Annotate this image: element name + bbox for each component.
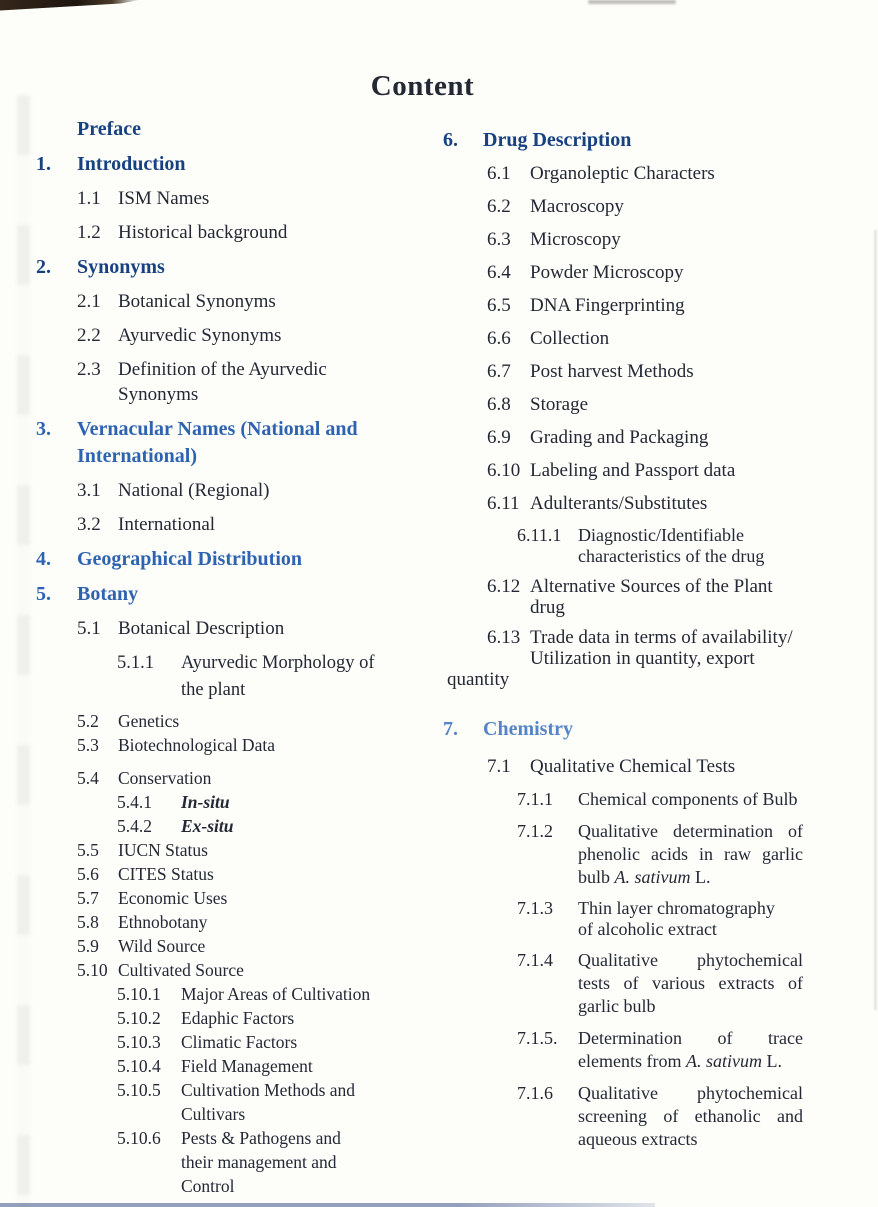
toc-item-text: Conservation	[118, 768, 212, 788]
toc-item-1-1	[36, 186, 440, 211]
toc-item-5-10-3	[36, 1030, 440, 1054]
toc-item-number: 6.7	[487, 361, 511, 382]
toc-item-6-3	[443, 228, 869, 252]
toc-item-6-6	[443, 327, 869, 351]
toc-item-number: 1.	[36, 153, 51, 175]
toc-item-5-5	[36, 838, 440, 862]
toc-item-6-13	[443, 627, 869, 669]
toc-item-number: 5.7	[77, 888, 99, 908]
toc-item-7	[443, 716, 869, 743]
toc-item-number: 6.6	[487, 328, 511, 349]
toc-item-text: Trade data in terms of availability/ Utilization in quantity, export	[530, 627, 793, 669]
toc-item-text: Adulterants/Substitutes	[530, 493, 708, 514]
toc-item-text: DNA Fingerprinting	[530, 295, 685, 316]
toc-item-text: Drug Description	[483, 129, 632, 151]
toc-item-text: Genetics	[118, 711, 180, 731]
toc-item-5-10	[36, 958, 440, 982]
toc-item-2-2	[36, 323, 440, 348]
toc-item-text: Determination of trace elements from A. sativum L.	[578, 1028, 803, 1071]
toc-item-5-6	[36, 862, 440, 886]
toc-item-number: 5.6	[77, 864, 99, 884]
toc-item-number: 6.12	[487, 576, 521, 597]
toc-item-7-1-5	[443, 1027, 869, 1073]
toc-item-1	[36, 151, 440, 178]
toc-item-number: 3.1	[77, 480, 101, 501]
scan-page-edge-bottom	[0, 1203, 655, 1207]
toc-item-6	[443, 127, 869, 154]
toc-item-5-10-1	[36, 982, 440, 1006]
toc-item-6-10	[443, 459, 869, 483]
toc-item-number: 5.1.1	[117, 653, 154, 673]
toc-item-text: ISM Names	[118, 188, 210, 209]
toc-item-text: Economic Uses	[118, 888, 228, 908]
toc-item-7-1	[443, 755, 869, 779]
toc-item-3	[36, 416, 440, 470]
toc-item-number: 6.4	[487, 262, 511, 283]
toc-item-number: 7.1	[487, 756, 511, 777]
toc-item-text: Field Management	[181, 1056, 313, 1076]
toc-item-2-3	[36, 357, 440, 407]
toc-item-number: 6.11	[487, 493, 520, 514]
toc-item-text: Microscopy	[530, 229, 621, 250]
toc-item-6-12	[443, 576, 869, 618]
toc-item-5-3	[36, 733, 440, 757]
toc-item-text: Post harvest Methods	[530, 361, 694, 382]
toc-item-text: Ex-situ	[181, 816, 234, 836]
toc-item-number: 5.9	[77, 936, 99, 956]
toc-item-number: 5.3	[77, 735, 99, 755]
toc-item-4	[36, 546, 440, 573]
toc-item-5-4-2	[36, 814, 440, 838]
toc-column-right	[443, 127, 869, 1160]
toc-item-text: Botanical Synonyms	[118, 291, 276, 312]
toc-item-1-2	[36, 220, 440, 245]
toc-item-5-10-2	[36, 1006, 440, 1030]
toc-item-number: 5.10.1	[117, 984, 161, 1004]
toc-item-text: Edaphic Factors	[181, 1008, 295, 1028]
toc-item-text: Ayurvedic Synonyms	[118, 325, 282, 346]
toc-item-5-8	[36, 910, 440, 934]
toc-item-number: 5.1	[77, 618, 101, 639]
toc-item-7-1-6	[443, 1082, 869, 1151]
toc-item-number: 2.	[36, 256, 51, 278]
toc-item-number: 5.10.2	[117, 1008, 161, 1028]
toc-item-5-4	[36, 766, 440, 790]
toc-item-number: 7.1.2	[517, 821, 553, 841]
toc-item-5-9	[36, 934, 440, 958]
toc-item-5-7	[36, 886, 440, 910]
toc-item-number: 5.5	[77, 840, 99, 860]
scan-page-edge-left	[17, 95, 30, 1207]
toc-item-2-1	[36, 289, 440, 314]
toc-item-number: 1.1	[77, 188, 101, 209]
toc-item-text: quantity	[447, 669, 510, 690]
toc-item-6-1	[443, 162, 869, 186]
toc-item-number: 5.10	[77, 960, 108, 980]
toc-item-5	[36, 581, 440, 608]
toc-item-text: Climatic Factors	[181, 1032, 298, 1052]
toc-item-6-4	[443, 261, 869, 285]
toc-item-text: Alternative Sources of the Plant drug	[530, 576, 773, 618]
toc-item-number: 7.1.6	[517, 1083, 553, 1103]
toc-item-number: 6.13	[487, 627, 521, 648]
scan-page-edge-right	[874, 230, 877, 1010]
toc-item-6-11-1	[443, 525, 869, 567]
toc-item-number: 5.4	[77, 768, 99, 788]
toc-item-7-1-2	[443, 820, 869, 889]
toc-item-5-10-4	[36, 1054, 440, 1078]
toc-item-6-5	[443, 294, 869, 318]
toc-item-text: Cultivation Methods and Cultivars	[181, 1080, 356, 1124]
toc-item-number: 6.8	[487, 394, 511, 415]
toc-item-text: Ethnobotany	[118, 912, 208, 932]
toc-item-text: Grading and Packaging	[530, 427, 709, 448]
toc-item-number: 3.	[36, 418, 51, 440]
toc-item-text: Botanical Description	[118, 618, 285, 639]
toc-item-number: 5.8	[77, 912, 99, 932]
toc-item-text: Labeling and Passport data	[530, 460, 736, 481]
toc-item-number: 7.1.3	[517, 898, 553, 918]
toc-item-7-1-3	[443, 898, 869, 940]
toc-item-number: 6.	[443, 129, 458, 151]
toc-item-2	[36, 254, 440, 281]
toc-item-number: 1.2	[77, 222, 101, 243]
toc-item-6-11	[443, 492, 869, 516]
toc-item-text: Chemical components of Bulb	[578, 789, 798, 809]
toc-item-number: 5.	[36, 583, 51, 605]
toc-item-number: 6.11.1	[517, 525, 562, 545]
toc-item-text: Biotechnological Data	[118, 735, 275, 755]
toc-item-7-1-1	[443, 788, 869, 811]
toc-item-text: Qualitative determination of phenolic acids in raw garlic bulb A. sativum L.	[578, 821, 803, 887]
toc-item-5-1-1	[36, 650, 440, 704]
toc-item-3-1	[36, 478, 440, 503]
toc-item-5-1	[36, 616, 440, 641]
toc-item-number: 6.1	[487, 163, 511, 184]
toc-item-number: 7.1.5.	[517, 1028, 558, 1048]
toc-item-text: Qualitative phytochemical tests of various extracts of garlic bulb	[578, 950, 803, 1016]
toc-item-number: 5.10.6	[117, 1128, 161, 1148]
toc-item-number: 6.3	[487, 229, 511, 250]
toc-item-quantity	[443, 669, 869, 690]
toc-item-text: Ayurvedic Morphology of the plant	[181, 653, 375, 700]
toc-item-number: 5.4.2	[117, 816, 152, 836]
toc-item-text: CITES Status	[118, 864, 214, 884]
toc-item-text: Wild Source	[118, 936, 206, 956]
page-title: Content	[370, 70, 475, 102]
toc-item-6-9	[443, 426, 869, 450]
toc-item-text: Botany	[77, 583, 139, 605]
toc-item-5-10-5	[36, 1078, 440, 1126]
toc-item-text: IUCN Status	[118, 840, 208, 860]
toc-item-number: 5.4.1	[117, 792, 152, 812]
toc-item-5-4-1	[36, 790, 440, 814]
toc-item-number: 7.	[443, 718, 458, 740]
scan-artifact-top-left	[0, 0, 140, 11]
toc-item-number: 6.5	[487, 295, 511, 316]
toc-item-text: Historical background	[118, 222, 288, 243]
toc-item-text: Introduction	[77, 153, 186, 175]
toc-item-number: 4.	[36, 548, 51, 570]
toc-item-text: Geographical Distribution	[77, 548, 303, 570]
toc-item-text: Major Areas of Cultivation	[181, 984, 371, 1004]
scan-artifact-top-smudge	[588, 0, 676, 4]
toc-item-number: 6.2	[487, 196, 511, 217]
toc-item-text: Preface	[77, 118, 142, 140]
toc-item-text: Macroscopy	[530, 196, 624, 217]
toc-item-number: 3.2	[77, 514, 101, 535]
toc-item-text: Vernacular Names (National and International)	[77, 418, 358, 467]
toc-item-text: Storage	[530, 394, 589, 415]
toc-item-text: Collection	[530, 328, 610, 349]
toc-item-text: International	[118, 514, 216, 535]
toc-item-5-10-6	[36, 1126, 440, 1198]
toc-item-text: Qualitative phytochemical screening of ethanolic and aqueous extracts	[578, 1083, 803, 1149]
toc-item-number: 5.2	[77, 711, 99, 731]
toc-item-text: Cultivated Source	[118, 960, 244, 980]
toc-item-preface	[36, 116, 440, 143]
toc-item-text: Qualitative Chemical Tests	[530, 756, 736, 777]
toc-item-text: Organoleptic Characters	[530, 163, 715, 184]
toc-item-number: 2.3	[77, 359, 101, 380]
toc-item-6-8	[443, 393, 869, 417]
toc-item-text: Powder Microscopy	[530, 262, 684, 283]
toc-item-number: 5.10.4	[117, 1056, 161, 1076]
toc-item-number: 5.10.5	[117, 1080, 161, 1100]
toc-item-text: Chemistry	[483, 718, 573, 740]
toc-item-text: Definition of the Ayurvedic Synonyms	[118, 359, 327, 405]
toc-item-3-2	[36, 512, 440, 537]
toc-item-number: 7.1.4	[517, 950, 553, 970]
toc-item-number: 6.9	[487, 427, 511, 448]
toc-item-5-2	[36, 709, 440, 733]
toc-item-number: 7.1.1	[517, 789, 553, 809]
toc-item-number: 2.1	[77, 291, 101, 312]
toc-item-text: Pests & Pathogens and their management and Control	[181, 1128, 341, 1196]
toc-item-number: 5.10.3	[117, 1032, 161, 1052]
toc-item-text: National (Regional)	[118, 480, 270, 501]
toc-item-text: In-situ	[181, 792, 230, 812]
toc-item-7-1-4	[443, 949, 869, 1018]
toc-item-text: Synonyms	[77, 256, 165, 278]
toc-item-text: Diagnostic/Identifiable characteristics of the drug	[578, 525, 765, 566]
toc-item-text: Thin layer chromatography of alcoholic extract	[578, 898, 775, 939]
toc-column-left	[36, 116, 440, 1198]
toc-item-number: 2.2	[77, 325, 101, 346]
toc-item-6-7	[443, 360, 869, 384]
toc-item-number: 6.10	[487, 460, 521, 481]
toc-item-6-2	[443, 195, 869, 219]
